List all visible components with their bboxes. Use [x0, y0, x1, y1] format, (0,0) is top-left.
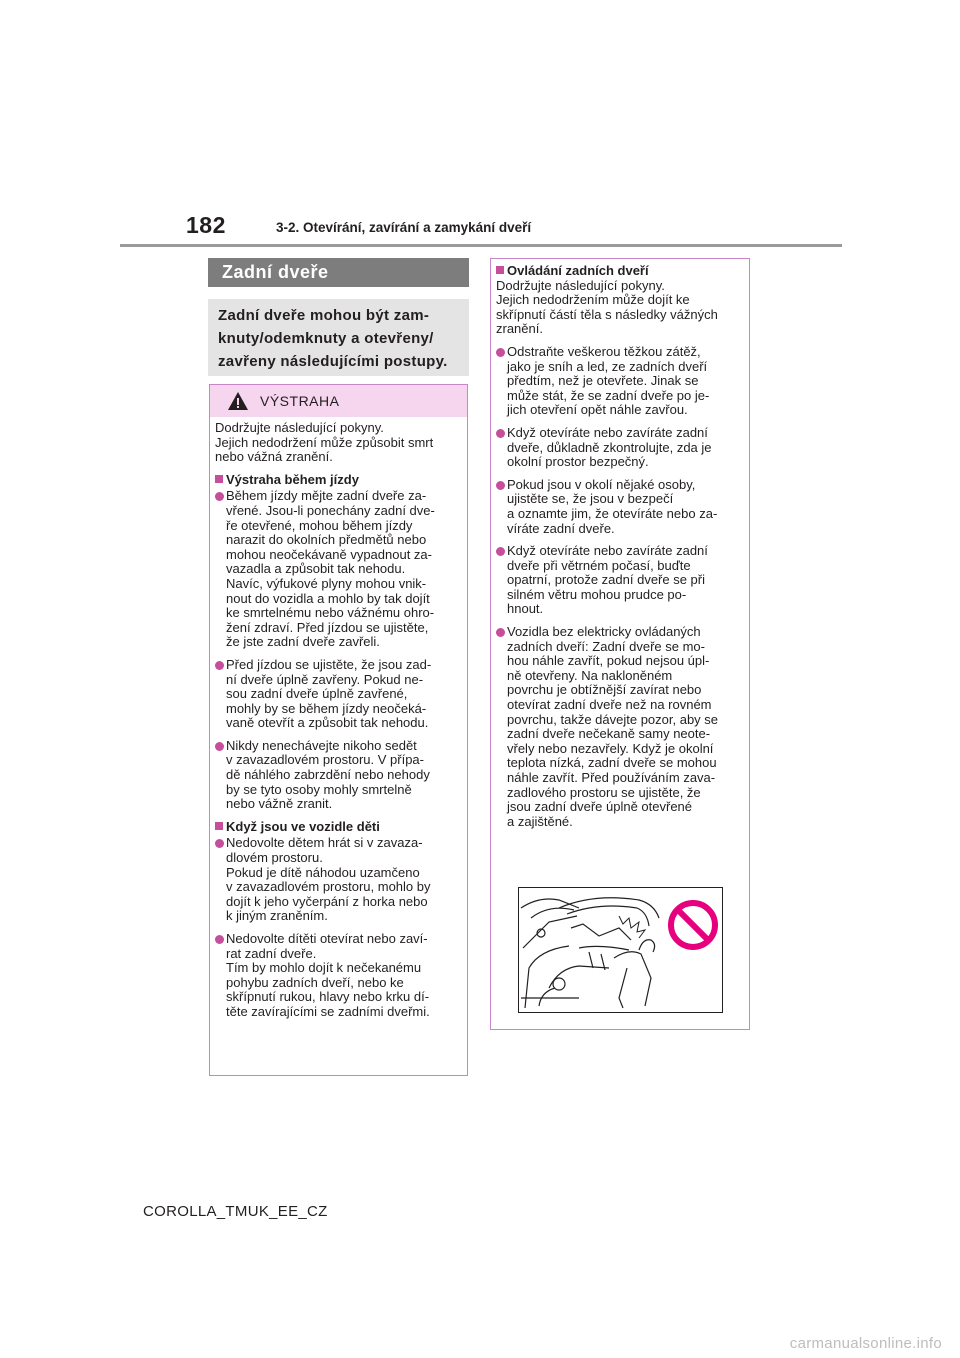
round-bullet-icon [215, 661, 224, 670]
watermark: carmanualsonline.info [789, 1335, 942, 1352]
list-item: Odstraňte veškerou těžkou zátěž, jako je sníh a led, ze zadních dveří předtím, než je otevřete. Jinak se může stát, že se zadní dveře po je- jich otevření opět náhle zavřou. [496, 345, 743, 418]
section-title-bar [208, 258, 469, 287]
list-item: Nedovolte dětem hrát si v zavaza- dlovém prostoru. Pokud je dítě náhodou uzamčeno v zavazadlovém prostoru, mohlo by dojít k jeho vyčerpání z horka nebo k jiným zraněním. [215, 836, 461, 924]
round-bullet-icon [496, 429, 505, 438]
warning-box [209, 384, 468, 1076]
list-item: Když otevíráte nebo zavíráte zadní dveře, důkladně zkontrolujte, zda je okolní prostor bezpečný. [496, 426, 743, 470]
operation-heading: Ovládání zadních dveří [496, 264, 743, 279]
list-item: Vozidla bez elektricky ovládaných zadních dveří: Zadní dveře se mo- hou náhle zavřít, pokud nejsou úpl- ně otevřeny. Na nakloněném povrchu je obtížnější zavírat nebo otevírat zadní dveře než na rovném povrchu, takže dávejte pozor, aby se zadní dveře nečekaně samy neote- vřely nebo nezavřely. Když je okolní teplota nízká, zadní dveře se mohou náhle zavřít. Před používáním zava- zadlového prostoru se ujistěte, že jsou zadní dveře úplně otevřené a zajištěné. [496, 625, 743, 829]
round-bullet-icon [215, 742, 224, 751]
intro-line: knuty/odemknuty a otevřeny/ [218, 330, 434, 347]
round-bullet-icon [215, 492, 224, 501]
warning-title: VÝSTRAHA [260, 393, 340, 409]
round-bullet-icon [215, 935, 224, 944]
list-item: Před jízdou se ujistěte, že jsou zad- ní dveře úplně zavřeny. Pokud ne- sou zadní dveře úplně zavřené, mohly by se během jízdy neočeká- vaně otevřít a způsobit tak nehodu. [215, 658, 461, 731]
document-code: COROLLA_TMUK_EE_CZ [143, 1203, 328, 1220]
operation-content [496, 264, 743, 829]
round-bullet-icon [496, 547, 505, 556]
section-title: Zadní dveře [222, 262, 329, 282]
round-bullet-icon [496, 481, 505, 490]
warning-content [215, 421, 461, 1020]
section-intro [208, 299, 469, 376]
list-item: Nedovolte dítěti otevírat nebo zaví- rat zadní dveře. Tím by mohlo dojít k nečekanému pohybu zadních dveří, nebo ke skřípnutí rukou, hlavy nebo krku dí- těte zavírajícími se zadními dveřmi. [215, 932, 461, 1020]
list-item: Když otevíráte nebo zavíráte zadní dveře při větrném počasí, buďte opatrní, protože zadní dveře se při silném větru mohou prudce po- hnout. [496, 544, 743, 617]
list-item: Pokud jsou v okolí nějaké osoby, ujistěte se, že jsou v bezpečí a oznamte jim, že otevíráte nebo za- víráte zadní dveře. [496, 478, 743, 536]
tailgate-warning-illustration [518, 887, 723, 1013]
warning-intro: Dodržujte následující pokyny. Jejich nedodržení může způsobit smrt nebo vážná zranění. [215, 420, 434, 465]
round-bullet-icon [215, 839, 224, 848]
round-bullet-icon [496, 628, 505, 637]
round-bullet-icon [496, 348, 505, 357]
warning-header [210, 385, 467, 417]
square-bullet-icon [215, 822, 223, 830]
intro-line: zavřeny následujícími postupy. [218, 353, 448, 370]
chapter-title: 3-2. Otevírání, zavírání a zamykání dveří [276, 220, 532, 235]
operation-box [490, 258, 750, 1030]
car-tailgate-drawing [519, 888, 722, 1012]
page-number: 182 [186, 212, 226, 238]
square-bullet-icon [215, 475, 223, 483]
prohibition-icon [671, 903, 715, 947]
list-item: Během jízdy mějte zadní dveře za- vřené. Jsou-li ponechány zadní dve- ře otevřené, mohou během jízdy narazit do okolních předmětů nebo mohou neočekávaně vypadnout za- vazadla a způsobit tak nehodu. Navíc, výfukové plyny mohou vnik- nout do vozidla a mohlo by tak dojít ke smrtelnému nebo vážnému ohro- žení zdraví. Před jízdou se ujistěte, že jste zadní dveře zavřeli. [215, 489, 461, 650]
square-bullet-icon [496, 266, 504, 274]
warning-section-heading: Výstraha během jízdy [215, 473, 461, 488]
header-divider [120, 244, 842, 247]
operation-intro: Dodržujte následující pokyny. Jejich nedodržením může dojít ke skřípnutí částí těla s následky vážných zranění. [496, 277, 718, 337]
warning-section-heading: Když jsou ve vozidle děti [215, 820, 461, 835]
warning-triangle-icon [227, 391, 249, 411]
list-item: Nikdy nenechávejte nikoho sedět v zavazadlovém prostoru. V přípa- dě náhlého zabrzdění nebo nehody by se tyto osoby mohly smrtelně nebo vážně zranit. [215, 739, 461, 812]
intro-line: Zadní dveře mohou být zam- [218, 307, 430, 324]
